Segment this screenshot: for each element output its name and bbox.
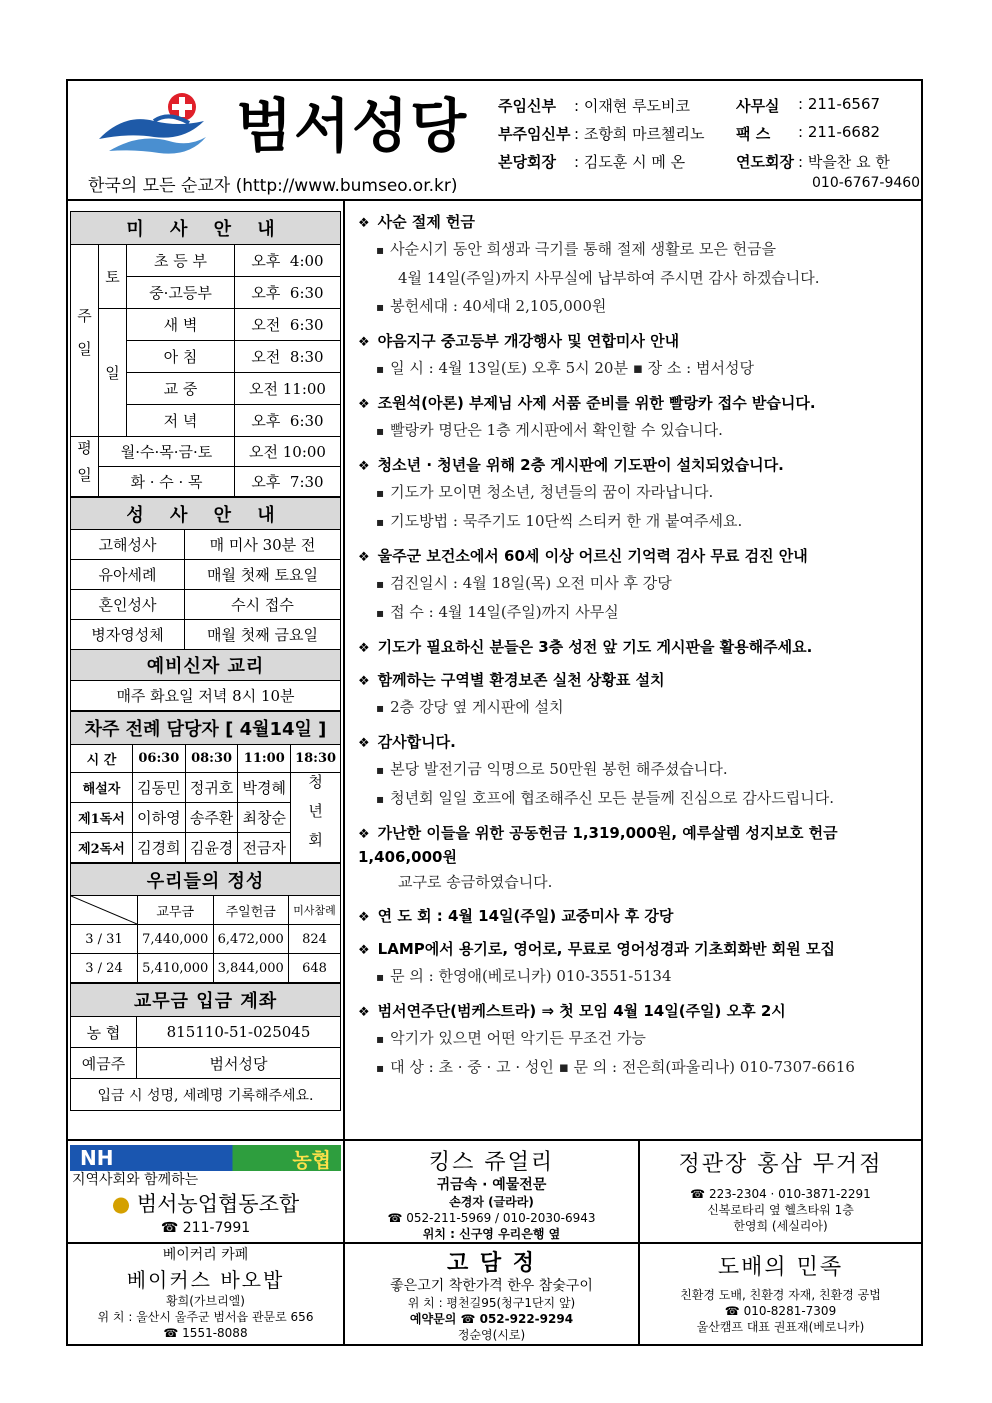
notices xyxy=(348,201,921,1139)
godam-owner: 정순영(시로) xyxy=(457,1328,526,1342)
godam-sub: 좋은고기 착한가격 한우 참숯구이 xyxy=(390,1278,593,1294)
sunday-label: 주일 xyxy=(71,245,99,437)
nh-phone: ☎ 211-7991 xyxy=(160,1220,251,1236)
phone-icon: ☎ xyxy=(160,1220,179,1236)
notice-line: ▪ 청년회 일일 호프에 협조해주신 모든 분들께 진심으로 감사드립니다. xyxy=(358,784,921,813)
sacrament-value: 매 미사 30분 전 xyxy=(185,530,341,560)
kings-phone: ☎ 052-211-5969 / 010-2030-6943 xyxy=(387,1211,596,1225)
liturgy-person: 김동민 xyxy=(133,773,186,803)
notice-line: ▪ 기도가 모이면 청소년, 청년들의 꿈이 자라납니다. xyxy=(358,478,921,507)
liturgy-person: 최창순 xyxy=(238,803,291,833)
sacrament-value: 매월 첫째 토요일 xyxy=(185,560,341,590)
liturgy-person: 김경희 xyxy=(133,833,186,863)
notice-line: ▪ 검진일시 : 4월 18일(목) 오전 미사 후 강당 xyxy=(358,569,921,598)
notice-title: ❖ 야음지구 중고등부 개강행사 및 연합미사 안내 xyxy=(358,330,921,354)
mass-time: 오전 6:30 xyxy=(235,309,341,341)
ad-kings xyxy=(345,1141,640,1244)
diagonal-line-icon xyxy=(71,896,137,924)
church-name: 범서성당 xyxy=(236,92,469,160)
offering-value: 3,844,000 xyxy=(213,954,289,983)
notice-item xyxy=(358,211,921,321)
sacrament-name: 혼인성사 xyxy=(71,590,185,620)
dobae-phone: ☎ 010-8281-7309 xyxy=(724,1304,837,1318)
offering-value: 7,440,000 xyxy=(138,925,214,954)
notice-item xyxy=(358,454,921,536)
liturgy-person: 송주환 xyxy=(185,803,238,833)
account-holder: 범서성당 xyxy=(137,1048,341,1079)
mass-table xyxy=(70,211,341,497)
sacrament-name: 유아세례 xyxy=(71,560,185,590)
dobae-owner: 울산캠프 대표 권표재(베로니카) xyxy=(696,1320,865,1334)
mass-name: 중·고등부 xyxy=(127,277,235,309)
offering-date: 3 / 24 xyxy=(71,954,138,983)
kings-loc: 위치 : 신구영 우리은행 옆 xyxy=(422,1227,561,1241)
notice-title: ❖ LAMP에서 용기로, 영어로, 무료로 영어성경과 기초회화반 회원 모집 xyxy=(358,938,921,962)
mass-time: 오후 7:30 xyxy=(235,467,341,497)
ginseng-phone: ☎ 223-2304 · 010-3871-2291 xyxy=(690,1187,871,1201)
notice-line: ▪ 접 수 : 4월 14일(주일)까지 사무실 xyxy=(358,598,921,627)
liturgy-head: 18:30 xyxy=(291,745,341,773)
notice-item xyxy=(358,330,921,383)
sacrament-table xyxy=(70,497,341,711)
bulletin-frame xyxy=(66,79,923,1346)
offering-table xyxy=(70,863,341,983)
kings-owner: 손경자 (글라라) xyxy=(449,1195,534,1209)
offering-head: 교무금 xyxy=(138,896,214,925)
notice-item xyxy=(358,669,921,722)
liturgy-role: 해설자 xyxy=(71,773,133,803)
ginseng-loc: 신복로타리 옆 헬츠타워 1층 xyxy=(707,1203,854,1217)
notice-item xyxy=(358,545,921,627)
ads-section xyxy=(68,1139,921,1346)
godam-name: 고 담 정 xyxy=(446,1250,537,1276)
bakery-phone: ☎ 1551-8088 xyxy=(163,1326,248,1340)
ad-ginseng xyxy=(640,1141,921,1244)
nh-line: 지역사회와 함께하는 xyxy=(72,1172,199,1188)
notice-line: ▪ 기도방법 : 묵주기도 10단씩 스티커 한 개 붙여주세요. xyxy=(358,507,921,536)
notice-line: ▪ 문 의 : 한영애(베로니카) 010-3551-5134 xyxy=(358,962,921,991)
notice-title: ❖ 범서연주단(범케스트라) ⇒ 첫 모임 4월 14일(주일) 오후 2시 xyxy=(358,1000,921,1024)
liturgy-person: 박경혜 xyxy=(238,773,291,803)
liturgy-person: 전금자 xyxy=(238,833,291,863)
offering-value: 648 xyxy=(289,954,341,983)
mass-time: 오전 11:00 xyxy=(235,373,341,405)
liturgy-head: 06:30 xyxy=(133,745,186,773)
phone-icon: ☎ xyxy=(690,1187,706,1201)
notice-title: ❖ 감사합니다. xyxy=(358,731,921,755)
ad-nh xyxy=(68,1141,345,1244)
liturgy-youth: 청년회 xyxy=(291,773,341,863)
left-column xyxy=(68,201,345,1139)
notice-line: ▪ 봉헌세대 : 40세대 2,105,000원 xyxy=(358,292,921,321)
phone-icon: ☎ xyxy=(163,1326,179,1340)
notice-item xyxy=(358,731,921,813)
bakery-line: 베이커리 카페 xyxy=(162,1247,249,1263)
notice-title: ❖ 조원석(아론) 부제님 사제 서품 준비를 위한 빨랑카 접수 받습니다. xyxy=(358,392,921,416)
kings-sub: 귀금속 · 예물전문 xyxy=(436,1177,547,1193)
notice-line: ▪ 일 시 : 4월 13일(토) 오후 5시 20분 ▪ 장 소 : 범서성당 xyxy=(358,354,921,383)
notice-item xyxy=(358,822,921,896)
mass-time: 오후 6:30 xyxy=(235,405,341,437)
liturgy-person: 정귀호 xyxy=(185,773,238,803)
notice-line: ▪ 대 상 : 초 · 중 · 고 · 성인 ▪ 문 의 : 전은희(파울리나) 010-7307-6616 xyxy=(358,1053,921,1082)
staff-assistant: 부주임신부 : 조항희 마르첼리노 xyxy=(498,125,705,143)
offering-value: 6,472,000 xyxy=(213,925,289,954)
account-number: 815110-51-025045 xyxy=(137,1017,341,1048)
mass-name: 아 침 xyxy=(127,341,235,373)
notice-item xyxy=(358,636,921,660)
mass-name: 새 벽 xyxy=(127,309,235,341)
mass-name: 교 중 xyxy=(127,373,235,405)
nh-emblem-icon: ● xyxy=(111,1192,131,1216)
notice-line: ▪ 본당 발전기금 익명으로 50만원 봉헌 해주셨습니다. xyxy=(358,755,921,784)
sacrament-name: 고해성사 xyxy=(71,530,185,560)
notice-title: ❖ 청소년 · 청년을 위해 2층 게시판에 기도판이 설치되었습니다. xyxy=(358,454,921,478)
notice-line: ▪ 빨랑카 명단은 1층 게시판에서 확인할 수 있습니다. xyxy=(358,416,921,445)
notice-line: ▪ 악기가 있으면 어떤 악기든 무조건 가능 xyxy=(358,1024,921,1053)
notice-line: ▪ 2층 강당 옆 게시판에 설치 xyxy=(358,693,921,722)
office-yeondo: 연도회장 : 박을찬 요 한 xyxy=(736,153,890,171)
notice-title: ❖ 가난한 이들을 위한 공동헌금 1,319,000원, 예루살렘 성지보호 헌금 1,406,000원 xyxy=(358,822,921,868)
mass-name: 화 · 수 · 목 xyxy=(99,467,235,497)
account-title: 교무금 입금 계좌 xyxy=(71,984,341,1017)
notice-title: ❖ 울주군 보건소에서 60세 이상 어르신 기억력 검사 무료 검진 안내 xyxy=(358,545,921,569)
nh-name: ● 범서농업협동조합 xyxy=(111,1192,300,1216)
offering-value: 824 xyxy=(289,925,341,954)
account-holder-label: 예금주 xyxy=(71,1048,137,1079)
notice-title: ❖ 함께하는 구역별 환경보존 실천 상황표 설치 xyxy=(358,669,921,693)
offering-value: 5,410,000 xyxy=(138,954,214,983)
sacrament-value: 매월 첫째 금요일 xyxy=(185,620,341,650)
mass-name: 저 녁 xyxy=(127,405,235,437)
bakery-loc: 위 치 : 울산시 울주군 범서읍 관문로 656 xyxy=(97,1310,314,1324)
offering-head: 주일헌금 xyxy=(213,896,289,925)
nh-logo: NH 농협 xyxy=(70,1145,341,1171)
liturgy-role: 제2독서 xyxy=(71,833,133,863)
phone-icon: ☎ xyxy=(724,1304,740,1318)
notice-title: ❖ 연 도 회 : 4월 14일(주일) 교중미사 후 강당 xyxy=(358,905,921,929)
notice-title: ❖ 사순 절제 헌금 xyxy=(358,211,921,235)
staff-president: 본당회장 : 김도훈 시 메 온 xyxy=(498,153,686,171)
sat-label: 토 xyxy=(99,245,127,309)
notice-line: ▪ 사순시기 동안 희생과 극기를 통해 절제 생활로 모은 헌금을 xyxy=(358,235,921,264)
notice-item xyxy=(358,938,921,991)
mass-time: 오후 6:30 xyxy=(235,277,341,309)
sun-label: 일 xyxy=(99,309,127,437)
dobae-name: 도배의 민족 xyxy=(717,1255,844,1280)
godam-loc: 위 치 : 평천길95(청구1단지 앞) xyxy=(407,1296,576,1310)
liturgy-person: 김윤경 xyxy=(185,833,238,863)
office-yeondo-phone: 010-6767-9460 xyxy=(812,175,921,191)
office-phone: 사무실 : 211-6567 xyxy=(736,95,881,115)
mass-title: 미 사 안 내 xyxy=(71,212,341,245)
catechumen-text: 매주 화요일 저녁 8시 10분 xyxy=(71,681,341,711)
tagline: 한국의 모든 순교자 (http://www.bumseo.or.kr) xyxy=(88,176,458,196)
staff-pastor: 주임신부 : 이재현 루도비코 xyxy=(498,97,691,115)
mass-time: 오후 4:00 xyxy=(235,245,341,277)
ad-bakery xyxy=(68,1244,345,1346)
bakery-name: 베이커스 바오밥 xyxy=(126,1268,285,1292)
notice-item xyxy=(358,905,921,929)
sacrament-name: 병자영성체 xyxy=(71,620,185,650)
sacrament-title: 성 사 안 내 xyxy=(71,498,341,530)
account-bank: 농 협 xyxy=(71,1017,137,1048)
offering-head: 미사참례 xyxy=(289,896,341,925)
offering-title: 우리들의 정성 xyxy=(71,864,341,896)
liturgy-person: 이하영 xyxy=(133,803,186,833)
liturgy-role: 제1독서 xyxy=(71,803,133,833)
catechumen-title: 예비신자 교리 xyxy=(71,650,341,681)
ad-godam xyxy=(345,1244,640,1346)
phone-icon: ☎ xyxy=(387,1211,403,1225)
liturgy-head: 시 간 xyxy=(71,745,133,773)
church-logo-icon xyxy=(94,91,214,161)
liturgy-table xyxy=(70,711,341,863)
ginseng-name: 정관장 홍삼 무거점 xyxy=(678,1152,883,1177)
account-note: 입금 시 성명, 세례명 기록해주세요. xyxy=(71,1079,341,1111)
mass-time: 오전 8:30 xyxy=(235,341,341,373)
liturgy-title: 차주 전례 담당자 [ 4월14일 ] xyxy=(71,712,341,745)
dobae-sub: 친환경 도배, 친환경 자재, 친환경 공법 xyxy=(680,1288,881,1302)
offering-date: 3 / 31 xyxy=(71,925,138,954)
mass-name: 초 등 부 xyxy=(127,245,235,277)
account-table xyxy=(70,983,341,1111)
header xyxy=(68,81,921,201)
offering-corner xyxy=(71,896,138,925)
notice-item xyxy=(358,392,921,445)
office-fax: 팩 스 : 211-6682 xyxy=(736,123,881,143)
ad-dobae xyxy=(640,1244,921,1346)
kings-name: 킹스 쥬얼리 xyxy=(428,1150,555,1175)
notice-line: 4월 14일(주일)까지 사무실에 납부하여 주시면 감사 하겠습니다. xyxy=(398,269,820,287)
sacrament-value: 수시 접수 xyxy=(185,590,341,620)
weekday-label: 평일 xyxy=(71,437,99,497)
notice-item xyxy=(358,1000,921,1082)
liturgy-head: 08:30 xyxy=(185,745,238,773)
bakery-owner: 황희(가브리엘) xyxy=(166,1294,245,1308)
notice-title: ❖ 기도가 필요하신 분들은 3층 성전 앞 기도 게시판을 활용해주세요. xyxy=(358,636,921,660)
mass-name: 월·수·목·금·토 xyxy=(99,437,235,467)
liturgy-head: 11:00 xyxy=(238,745,291,773)
ginseng-owner: 한영희 (세실리아) xyxy=(733,1219,828,1233)
godam-phone: 예약문의 ☎ 052-922-9294 xyxy=(409,1312,574,1326)
notice-line: 교구로 송금하였습니다. xyxy=(398,873,553,891)
mass-time: 오전 10:00 xyxy=(235,437,341,467)
